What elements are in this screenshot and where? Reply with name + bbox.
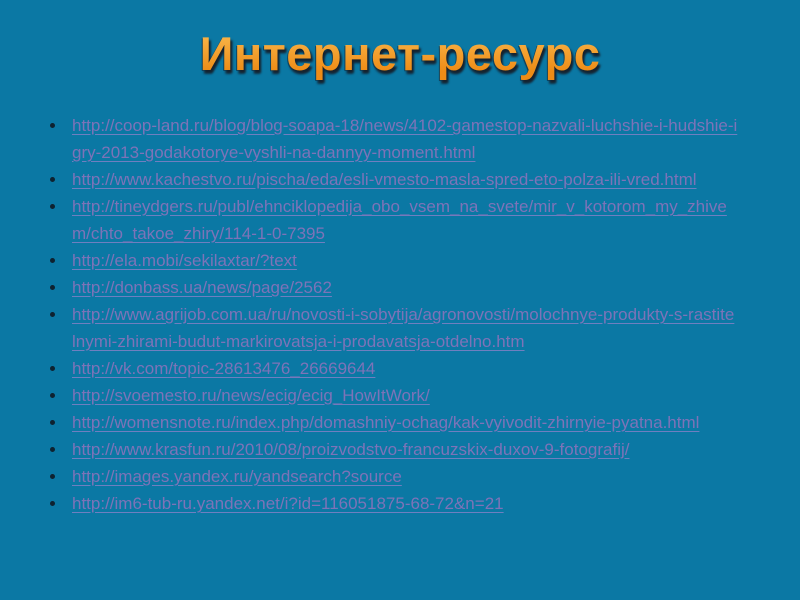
list-item: [72, 490, 738, 517]
url-link[interactable]: http://coop-land.ru/blog/blog-soapa-18/news/4102-gamestop-nazvali-luchshie-i-hudshie-igry-2013-godakotorye-vyshli-na-dannyy-moment.html: [72, 116, 738, 162]
bullet-icon: [50, 204, 55, 209]
bullet-icon: [50, 366, 55, 371]
bullet-icon: [50, 123, 55, 128]
url-list: [0, 112, 738, 517]
list-item: [72, 409, 738, 436]
list-item: [72, 166, 738, 193]
bullet-icon: [50, 393, 55, 398]
list-item: [72, 301, 738, 355]
bullet-icon: [50, 474, 55, 479]
url-link[interactable]: http://www.agrijob.com.ua/ru/novosti-i-sobytija/agronovosti/molochnye-produkty-s-rastitelnymi-zhirami-budut-markirovatsja-i-prodavatsja-otdelno.htm: [72, 305, 735, 351]
list-item: [72, 355, 738, 382]
url-link[interactable]: http://im6-tub-ru.yandex.net/i?id=116051875-68-72&n=21: [72, 494, 504, 513]
list-item: [72, 382, 738, 409]
bullet-icon: [50, 177, 55, 182]
list-item: [72, 193, 738, 247]
url-link[interactable]: http://www.kachestvo.ru/pischa/eda/esli-vmesto-masla-spred-eto-polza-ili-vred.html: [72, 170, 697, 189]
list-item: [72, 112, 738, 166]
url-link[interactable]: http://svoemesto.ru/news/ecig/ecig_HowItWork/: [72, 386, 430, 405]
bullet-icon: [50, 258, 55, 263]
url-link[interactable]: http://tineydgers.ru/publ/ehnciklopedija_obo_vsem_na_svete/mir_v_kotorom_my_zhivem/chto_takoe_zhiry/114-1-0-7395: [72, 197, 727, 243]
list-item: [72, 436, 738, 463]
url-link[interactable]: http://donbass.ua/news/page/2562: [72, 278, 332, 297]
bullet-icon: [50, 312, 55, 317]
url-link[interactable]: http://images.yandex.ru/yandsearch?source: [72, 467, 402, 486]
list-item: [72, 247, 738, 274]
url-link[interactable]: http://womensnote.ru/index.php/domashniy-ochag/kak-vyivodit-zhirnyie-pyatna.html: [72, 413, 700, 432]
url-link[interactable]: http://ela.mobi/sekilaxtar/?text: [72, 251, 297, 270]
url-link[interactable]: http://www.krasfun.ru/2010/08/proizvodstvo-francuzskix-duxov-9-fotografij/: [72, 440, 630, 459]
bullet-icon: [50, 447, 55, 452]
bullet-icon: [50, 501, 55, 506]
bullet-icon: [50, 420, 55, 425]
url-link[interactable]: http://vk.com/topic-28613476_26669644: [72, 359, 376, 378]
list-item: [72, 463, 738, 490]
list-item: [72, 274, 738, 301]
slide-title: Интернет-ресурс: [200, 0, 601, 81]
bullet-icon: [50, 285, 55, 290]
